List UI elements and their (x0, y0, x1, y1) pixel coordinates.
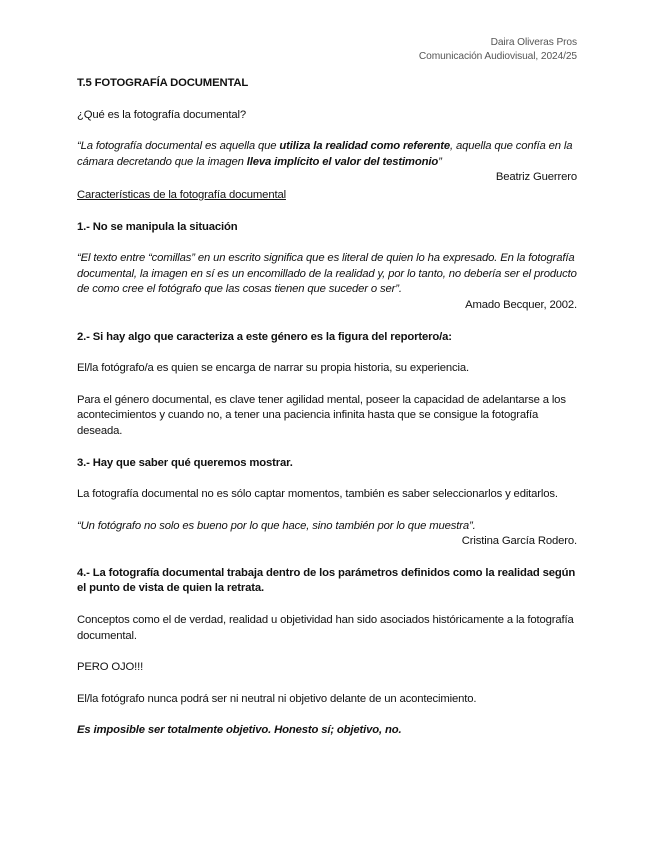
document-body (77, 76, 577, 739)
section-heading-3: 3.- Hay que saber qué queremos mostrar. (77, 456, 293, 469)
section-4-paragraph-3: El/la fotógrafo nunca podrá ser ni neutral ni objetivo delante de un acontecimiento. (77, 692, 477, 705)
intro-question: ¿Qué es la fotografía documental? (77, 108, 246, 121)
section-2-paragraph-1: El/la fotógrafo/a es quien se encarga de narrar su propia historia, su experiencia. (77, 362, 469, 375)
author-name: Daira Oliveras Pros (490, 37, 577, 48)
section-heading-1: 1.- No se manipula la situación (77, 220, 238, 233)
section-2-paragraph-2: Para el género documental, es clave tener agilidad mental, poseer la capacidad de adelantarse a los acontecimientos y cuando no, a tener una paciencia infinita hasta que se consigue la fotografía deseada. (77, 393, 566, 437)
section-3-quote-author: Cristina García Rodero. (461, 535, 577, 548)
quote-text: ” (438, 155, 442, 168)
section-3-paragraph-1: La fotografía documental no es sólo captar momentos, también es saber seleccionarlos y editarlos. (77, 488, 558, 501)
section-1-quote: “El texto entre “comillas” en un escrito significa que es literal de quien lo ha expresado. En la fotografía documental, la imagen en sí es un encomillado de la realidad y, por lo tanto, no debería ser el producto de como cree el fotógrafo que las cosas tienen que suceder o ser”. (77, 252, 577, 296)
section-1-quote-author: Amado Becquer, 2002. (465, 298, 577, 311)
quote-text: , aquella que confía en la cámara decretando que la imagen (77, 140, 573, 168)
section-4-paragraph-1: Conceptos como el de verdad, realidad u objetividad han sido asociados históricamente a la fotografía documental. (77, 614, 574, 642)
course-info: Comunicación Audiovisual, 2024/25 (418, 50, 577, 62)
characteristics-heading: Características de la fotografía documental (77, 188, 286, 201)
definition-quote (77, 139, 577, 170)
section-4-paragraph-2: PERO OJO!!! (77, 661, 144, 674)
section-heading-2: 2.- Si hay algo que caracteriza a este género es la figura del reportero/a: (77, 330, 452, 343)
page-header (419, 36, 577, 64)
quote-author: Beatriz Guerrero (495, 171, 577, 184)
quote-emphasis: utiliza la realidad como referente (279, 140, 451, 153)
quote-emphasis: lleva implícito el valor del testimonio (246, 155, 439, 168)
section-3-quote: “Un fotógrafo no solo es bueno por lo que hace, sino también por lo que muestra”. (77, 519, 476, 532)
closing-statement: Es imposible ser totalmente objetivo. Honesto sí; objetivo, no. (77, 724, 402, 737)
quote-text: “La fotografía documental es aquella que (77, 140, 280, 153)
section-heading-4: 4.- La fotografía documental trabaja dentro de los parámetros definidos como la realidad según el punto de vista de quien la retrata. (77, 566, 576, 595)
document-title: T.5 FOTOGRAFÍA DOCUMENTAL (77, 77, 249, 89)
